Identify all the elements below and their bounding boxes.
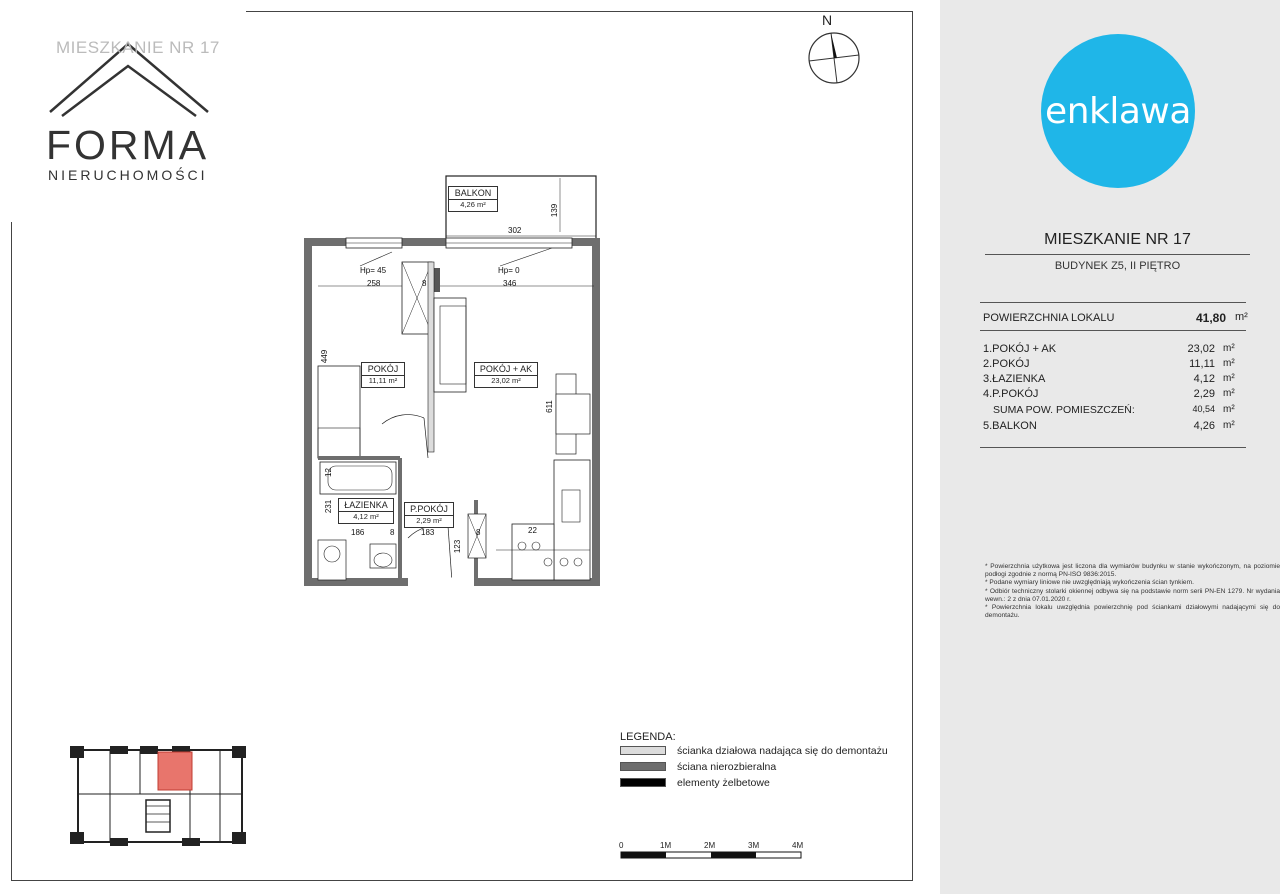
- room-area: 23,02 m²: [475, 375, 537, 386]
- brand-name: enklawa: [1045, 90, 1191, 132]
- room-row-unit: m²: [1223, 343, 1235, 354]
- compass: [806, 12, 862, 88]
- total-area-value: 41,80: [1196, 311, 1227, 325]
- total-area-unit: m²: [1235, 311, 1248, 323]
- room-label-pokoj-ak: [474, 362, 538, 388]
- room-area: 4,12 m²: [339, 511, 393, 522]
- dim-room2-height: 611: [544, 400, 554, 413]
- room-row-name: 4.P.POKÓJ: [983, 388, 1039, 400]
- legend-title: LEGENDA:: [620, 731, 676, 743]
- legend-swatch-fixed-wall: [620, 762, 666, 771]
- room-row-name: SUMA POW. POMIESZCZEŃ:: [993, 404, 1135, 416]
- footnote: * Powierzchnia lokalu uwzględnia powierzchnię pod ściankami działowymi nadającymi się do demontażu.: [985, 604, 1280, 620]
- logo-subtitle: NIERUCHOMOŚCI: [48, 167, 208, 183]
- room-row-name: 3.ŁAZIENKA: [983, 373, 1046, 385]
- legend-swatch-concrete: [620, 778, 666, 787]
- footnote: * Podane wymiary liniowe nie uwzględniają wykończenia ścian tynkiem.: [985, 579, 1194, 587]
- dim-wall-c: 8: [476, 528, 481, 537]
- dim-balcony-width: 302: [508, 226, 522, 235]
- apartment-highlight: [158, 752, 192, 790]
- legend-label-concrete: elementy żelbetowe: [677, 777, 770, 789]
- room-row-value: 23,02: [1187, 343, 1215, 355]
- room-name: ŁAZIENKA: [344, 500, 388, 510]
- legend-label-demolition: ścianka działowa nadająca się do demontażu: [677, 745, 888, 757]
- dim-hp1: Hp= 45: [360, 266, 387, 275]
- dim-hall-width: 183: [421, 528, 435, 537]
- forma-logo: [0, 0, 246, 222]
- room-area: 2,29 m²: [405, 515, 453, 526]
- room-row-unit: m²: [1223, 404, 1235, 415]
- room-row-name: 2.POKÓJ: [983, 358, 1030, 370]
- scale-label-4m: 4M: [792, 841, 804, 850]
- dim-hall-height: 123: [453, 539, 463, 554]
- dim-room1-width: 258: [367, 279, 381, 288]
- dim-balcony-height: 139: [550, 203, 560, 218]
- building-key-plan: [70, 744, 246, 848]
- apartment-title: MIESZKANIE NR 17: [1044, 231, 1191, 248]
- dim-room2-width: 346: [503, 279, 517, 288]
- divider: [980, 330, 1246, 331]
- room-row: [983, 358, 1251, 373]
- room-name: POKÓJ + AK: [479, 364, 533, 374]
- footnote: * Odbiór techniczny stolarki okiennej odbywa się na podstawie norm serii PN-EN 1279. Nr wydania wewn.: 2 z dnia 07.01.2020 r.: [985, 587, 1280, 603]
- room-row-value: 40,54: [1192, 404, 1215, 414]
- legend-swatch-demolition: [620, 746, 666, 755]
- room-row-sum: [983, 404, 1251, 419]
- room-row-unit: m²: [1223, 358, 1235, 369]
- scale-label-1m: 1M: [660, 841, 672, 850]
- divider: [985, 254, 1250, 255]
- room-row: [983, 420, 1251, 435]
- room-row: [983, 373, 1251, 388]
- compass-rose-icon: [806, 30, 862, 86]
- room-row-value: 4,12: [1193, 373, 1215, 385]
- dim-bath-width: 186: [351, 528, 365, 537]
- dim-kitchen: 22: [528, 526, 537, 535]
- divider: [980, 302, 1246, 303]
- footnote: * Powierzchnia użytkowa jest liczona dla wymiarów budynku w stanie wykończonym, na poziomie podłogi zgodnie z normą PN-ISO 9836:2015.: [985, 563, 1280, 579]
- room-row-name: 1.POKÓJ + AK: [983, 343, 1057, 355]
- room-row-unit: m²: [1223, 388, 1235, 399]
- scale-label-3m: 3M: [748, 841, 760, 850]
- compass-north-label: N: [822, 12, 833, 28]
- divider: [980, 447, 1246, 448]
- room-area: 11,11 m²: [362, 375, 404, 386]
- room-row-value: 4,26: [1193, 420, 1215, 432]
- dim-wall-a: 8: [422, 279, 427, 288]
- dim-wall-b: 8: [390, 528, 395, 537]
- room-name: POKÓJ: [367, 364, 399, 374]
- room-row-value: 11,11: [1189, 358, 1215, 370]
- room-label-pokoj: [361, 362, 405, 388]
- logo-watermark-text: MIESZKANIE NR 17: [56, 38, 220, 57]
- legend-label-fixed-wall: ściana nierozbieralna: [677, 761, 777, 773]
- room-label-lazienka: [338, 498, 394, 524]
- room-area: 4,26 m²: [449, 199, 497, 210]
- room-name: P.POKÓJ: [410, 504, 448, 514]
- dim-room1-height: 449: [320, 349, 330, 364]
- room-row: [983, 343, 1251, 358]
- dim-bathtub: 12: [323, 468, 333, 477]
- room-row-unit: m²: [1223, 373, 1235, 384]
- room-name: BALKON: [454, 188, 492, 198]
- scale-bar: [620, 850, 806, 862]
- enklawa-logo: [1041, 34, 1195, 188]
- logo-name: FORMA: [46, 122, 210, 168]
- dim-hp2: Hp= 0: [498, 266, 520, 275]
- apartment-subtitle: BUDYNEK Z5, II PIĘTRO: [1054, 260, 1181, 272]
- room-row-unit: m²: [1223, 420, 1235, 431]
- scale-label-0: 0: [619, 841, 624, 850]
- room-label-ppokoj: [404, 502, 454, 528]
- total-area-label: POWIERZCHNIA LOKALU: [983, 312, 1115, 324]
- dim-bath-height: 231: [324, 499, 334, 514]
- room-row: [983, 388, 1251, 403]
- room-row-value: 2,29: [1193, 388, 1215, 400]
- scale-label-2m: 2M: [704, 841, 716, 850]
- room-row-name: 5.BALKON: [983, 420, 1037, 432]
- room-label-balkon: [448, 186, 498, 212]
- footnotes: [985, 563, 1280, 620]
